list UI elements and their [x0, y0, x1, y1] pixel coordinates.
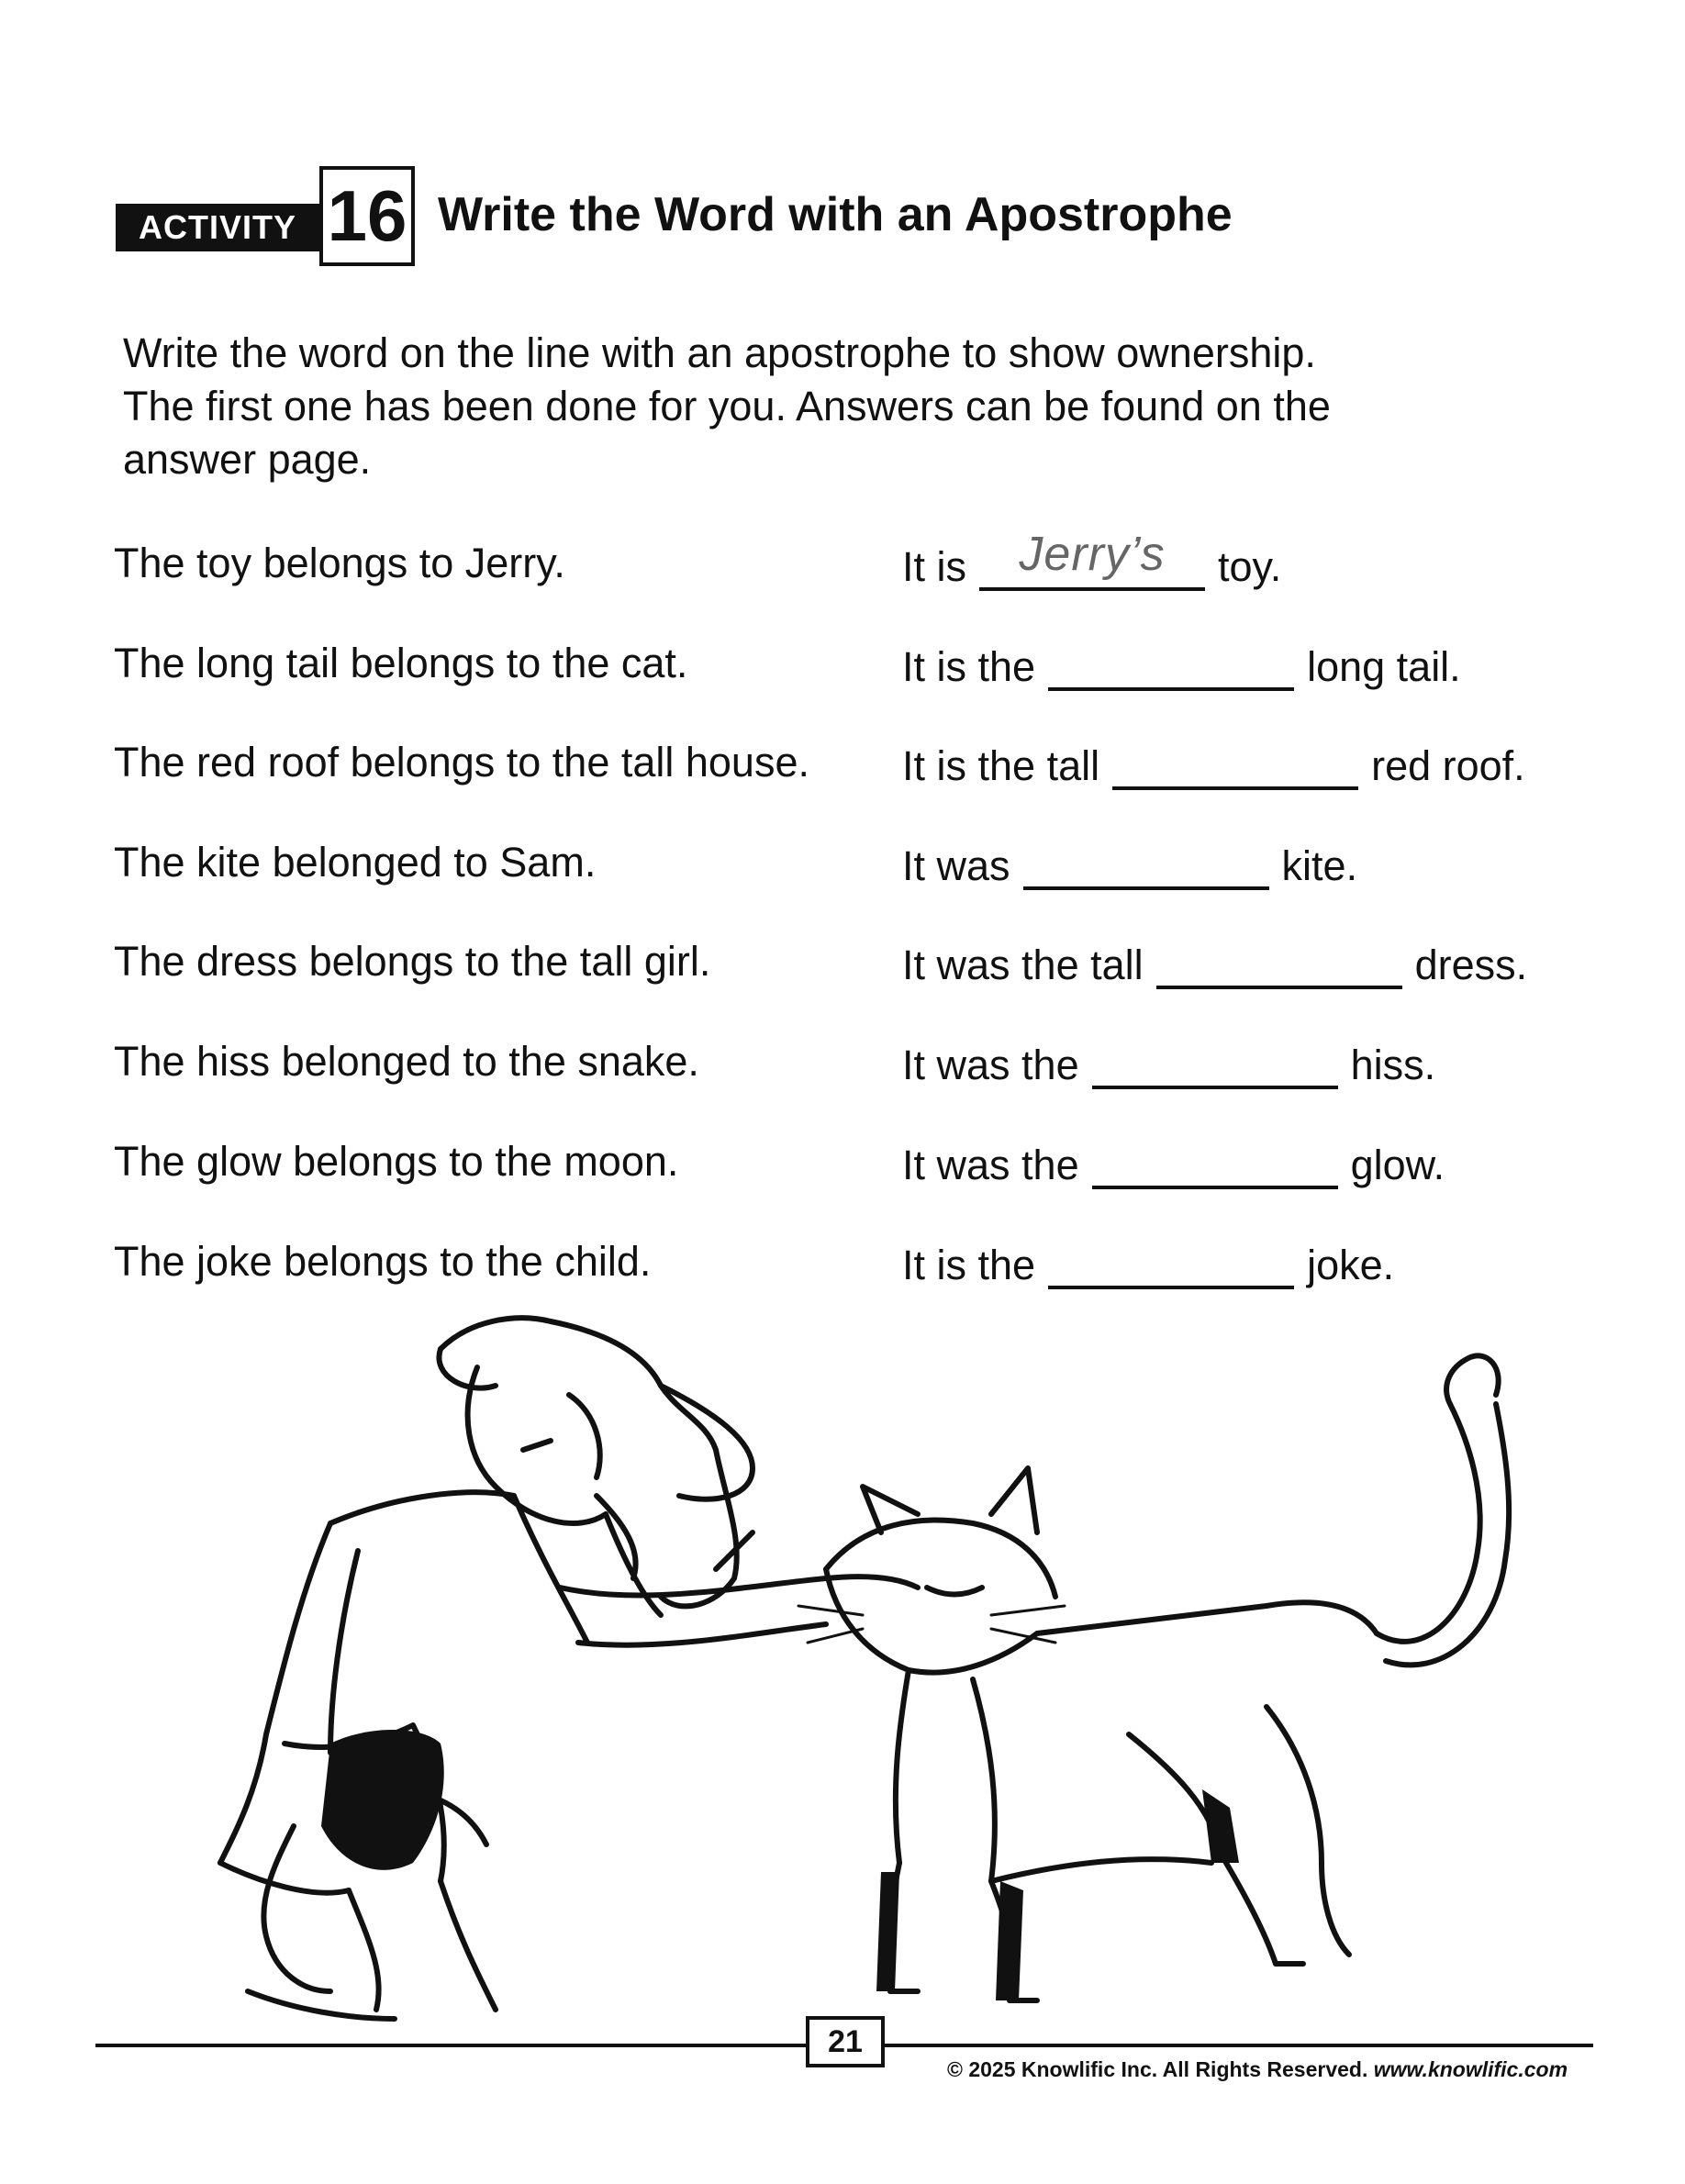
answer-blank[interactable]	[1092, 1038, 1338, 1089]
answer-suffix: kite.	[1281, 842, 1358, 889]
exercise-row	[0, 839, 1685, 903]
answer-prefix: It was the tall	[902, 942, 1144, 988]
exercise-sentence: The red roof belongs to the tall house.	[114, 739, 809, 786]
answer-prefix: It was the	[902, 1142, 1079, 1188]
exercise-sentence: The long tail belongs to the cat.	[114, 640, 688, 686]
exercise-answer-line	[902, 1138, 1445, 1189]
answer-suffix: dress.	[1414, 942, 1528, 988]
page-number: 21	[806, 2016, 885, 2067]
exercise-answer-line	[902, 938, 1527, 989]
answer-suffix: red roof.	[1371, 742, 1525, 789]
exercise-sentence: The glow belongs to the moon.	[114, 1138, 679, 1185]
exercise-sentence: The kite belonged to Sam.	[114, 839, 597, 886]
copyright	[947, 2057, 1568, 2082]
answer-blank[interactable]	[979, 528, 1205, 591]
answer-prefix: It is the tall	[902, 742, 1100, 789]
answer-prefix: It is	[902, 543, 967, 590]
answer-prefix: It was	[902, 842, 1010, 889]
exercise-row	[0, 640, 1685, 704]
exercise-sentence: The toy belongs to Jerry.	[114, 540, 565, 586]
answer-prefix: It was the	[902, 1042, 1079, 1088]
copyright-text: © 2025 Knowlific Inc. All Rights Reserved.	[947, 2057, 1368, 2081]
example-answer: Jerry’s	[1019, 528, 1166, 581]
answer-suffix: glow.	[1350, 1142, 1445, 1188]
instructions-line-2: The first one has been done for you. Answers can be found on the	[123, 383, 1331, 429]
activity-title: Write the Word with an Apostrophe	[438, 188, 1233, 241]
exercise-row	[0, 739, 1685, 803]
answer-prefix: It is the	[902, 643, 1036, 690]
exercise-answer-line	[902, 739, 1525, 790]
answer-blank[interactable]	[1092, 1138, 1338, 1189]
answer-suffix: toy.	[1218, 543, 1282, 590]
answer-blank[interactable]	[1112, 739, 1358, 790]
answer-blank[interactable]	[1048, 640, 1294, 691]
exercise-answer-line	[902, 528, 1282, 591]
exercise-answer-line	[902, 1238, 1394, 1289]
exercise-row	[0, 938, 1685, 1002]
activity-number: 16	[319, 166, 415, 266]
activity-badge: ACTIVITY	[116, 204, 319, 251]
boy-petting-cat-illustration	[165, 1312, 1560, 2037]
exercise-row	[0, 1138, 1685, 1202]
exercise-sentence: The dress belongs to the tall girl.	[114, 938, 711, 985]
exercise-answer-line	[902, 640, 1461, 691]
instructions-line-3: answer page.	[123, 436, 372, 483]
instructions	[123, 327, 1518, 486]
website-link[interactable]: www.knowlific.com	[1373, 2057, 1568, 2081]
instructions-line-1: Write the word on the line with an apostrophe to show ownership.	[123, 329, 1316, 376]
exercise-sentence: The joke belongs to the child.	[114, 1238, 652, 1285]
exercise-answer-line	[902, 839, 1357, 890]
answer-blank[interactable]	[1023, 839, 1269, 890]
exercise-answer-line	[902, 1038, 1435, 1089]
exercise-row	[0, 528, 1685, 604]
answer-suffix: long tail.	[1307, 643, 1461, 690]
answer-suffix: hiss.	[1350, 1042, 1436, 1088]
answer-suffix: joke.	[1307, 1242, 1395, 1288]
exercise-row	[0, 1238, 1685, 1302]
answer-prefix: It is the	[902, 1242, 1036, 1288]
answer-blank[interactable]	[1048, 1238, 1294, 1289]
answer-blank[interactable]	[1156, 938, 1402, 989]
exercise-row	[0, 1038, 1685, 1102]
exercise-sentence: The hiss belonged to the snake.	[114, 1038, 699, 1085]
